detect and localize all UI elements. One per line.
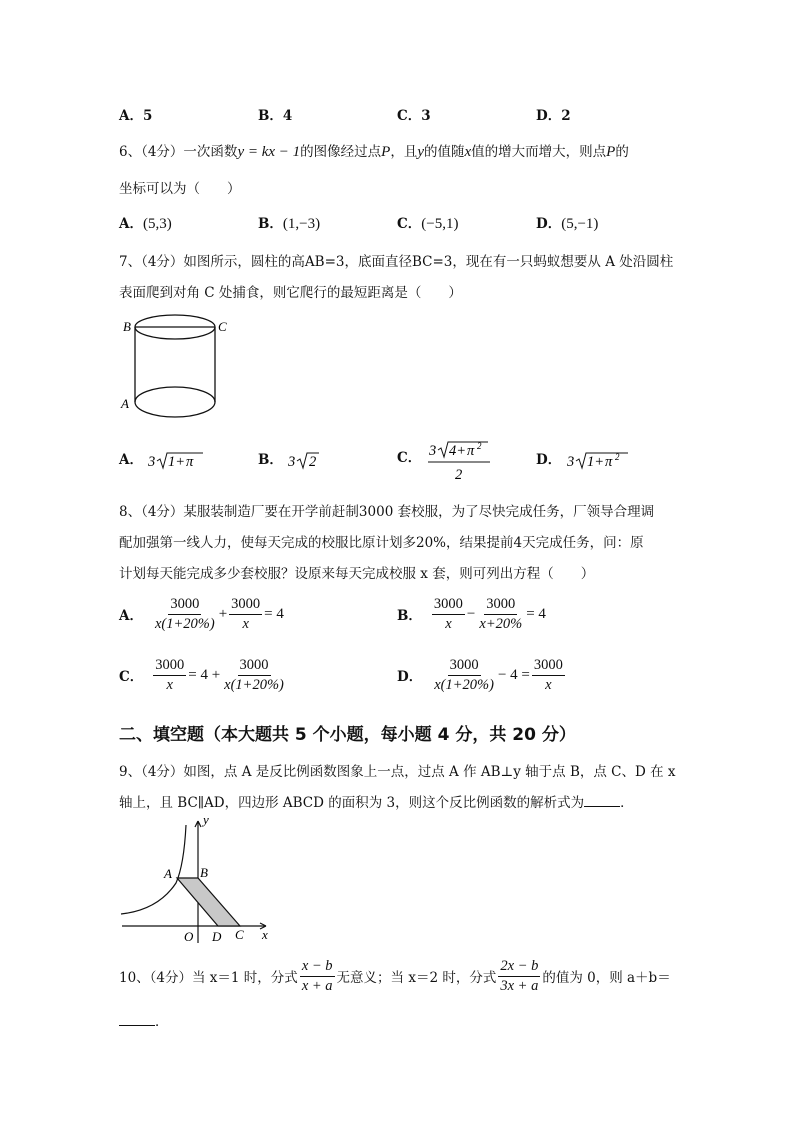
q7-option-a-expr: [147, 449, 205, 473]
q6-mid: 的图像经过点: [300, 144, 382, 160]
q8-option-a: A． $\frac{3000}{x(1+20\%)}$ + $\frac{3000}{x}$ = 4: [119, 596, 284, 632]
hyperbola-curve: [121, 825, 186, 914]
svg-text:2: 2: [454, 467, 462, 483]
q6-equation: y = kx − 1: [237, 144, 301, 160]
svg-text:1+: 1+: [586, 453, 604, 470]
question-9-line1: 9、（4分）如图，点 A 是反比例函数图象上一点，过点 A 作 AB⊥y 轴于点 B，点 C、D 在 x: [119, 764, 676, 780]
q7-option-c: C． 3 4+ π 2 2: [397, 438, 494, 484]
question-8-line1: 8、（4分）某服装制造厂要在开学前赶制3000 套校服，为了尽快完成任务，厂领导合理调: [119, 504, 655, 520]
svg-text:3: 3: [148, 453, 156, 470]
q6-option-c: C．(−5,1): [397, 216, 459, 232]
q9-answer-blank: [584, 794, 620, 807]
q5-option-c: C．3: [397, 108, 431, 124]
q7-option-c-expr: [426, 438, 494, 484]
question-10-line1: 10、（4分）当 x＝1 时，分式 $\frac{x - b}{x + a}$ 无意义；当 x＝2 时，分式 $\frac{2x - b}{3x + a}$ 的值为 0，则 a＋b＝: [119, 958, 671, 994]
fig-label-y: y: [203, 815, 209, 827]
question-6-line2: 坐标可以为（ ）: [119, 181, 241, 197]
cylinder-label-b: B: [123, 319, 131, 334]
hyperbola-figure: [118, 815, 278, 947]
parallelogram-abcd: [177, 878, 240, 926]
fig-label-b: B: [200, 865, 208, 880]
question-6-line1: [119, 140, 629, 161]
question-7-line1: 7、（4分）如图所示，圆柱的高AB=3，底面直径BC=3，现在有一只蚂蚁想要从 A 处沿圆柱: [119, 254, 674, 270]
question-9-line2: 轴上，且 BC∥AD，四边形 ABCD 的面积为 3，则这个反比例函数的解析式为 ．: [119, 795, 634, 811]
cylinder-label-c: C: [218, 319, 227, 334]
q6-point-p2: P: [606, 144, 616, 160]
svg-text:3: 3: [428, 443, 436, 459]
q6-option-d: D．(5,−1): [536, 216, 599, 232]
cylinder-bottom-ellipse: [135, 387, 215, 417]
q8-option-d: D． $\frac{3000}{x(1+20\%)}$ − 4 = $\frac{3000}{x}$: [397, 657, 563, 693]
fig-label-o: O: [184, 929, 194, 944]
q5-option-a: A．5: [119, 108, 153, 124]
svg-text:2: 2: [476, 441, 482, 451]
q6-option-b: B．(1,−3): [258, 216, 321, 232]
fig-label-x: x: [262, 927, 268, 942]
svg-text:π: π: [466, 443, 474, 459]
svg-text:π: π: [604, 453, 612, 470]
svg-text:3: 3: [288, 453, 296, 470]
q7-option-b: B． 3 2: [258, 448, 323, 473]
question-7-line2: 表面爬到对角 C 处捕食，则它爬行的最短距离是（ ）: [119, 285, 462, 301]
q8-option-c: C． $\frac{3000}{x}$ = 4 + $\frac{3000}{x(1+20\%)}$: [119, 657, 284, 693]
fig-label-a: A: [164, 866, 172, 881]
q6-point-p: P: [381, 144, 391, 160]
q6-prefix: 6、（4分）一次函数: [119, 144, 238, 160]
cylinder-label-a: A: [121, 396, 129, 411]
q5-option-d: D．2: [536, 108, 571, 124]
svg-text:2: 2: [309, 453, 317, 470]
q6-option-a: A．(5,3): [119, 216, 172, 232]
q5-option-b: B．4: [258, 108, 293, 124]
svg-text:2: 2: [614, 451, 620, 462]
q6-var-x: x: [464, 144, 472, 160]
q6-end: 的: [615, 144, 629, 160]
fig-label-d: D: [212, 929, 222, 944]
q8-option-b: B． $\frac{3000}{x}$ − $\frac{3000}{x+20\%}$ = 4: [397, 596, 546, 632]
svg-text:π: π: [186, 453, 194, 470]
q6-mid4: 值的增大而增大，则点: [471, 144, 607, 160]
svg-text:3: 3: [566, 453, 574, 470]
q6-mid2: ，且: [390, 144, 418, 160]
svg-text:4+: 4+: [448, 443, 466, 459]
q7-option-b-expr: [287, 449, 323, 473]
q10-answer-blank: [119, 1013, 155, 1026]
svg-text:1+: 1+: [168, 453, 186, 470]
fig-label-c: C: [235, 927, 244, 942]
question-10-line2: ．: [119, 1010, 169, 1030]
cylinder-figure: [118, 312, 228, 424]
q7-option-d-expr: [566, 449, 632, 473]
q7-option-d: D． 3 1+ π 2: [536, 448, 632, 473]
question-8-line3: 计划每天能完成多少套校服？设原来每天完成校服 x 套，则可列出方程（ ）: [119, 566, 595, 582]
q6-mid3: 的值随: [424, 144, 465, 160]
q6-var-y: y: [417, 144, 424, 160]
q7-option-a: A． 3 1+ π: [119, 448, 205, 473]
section-2-title: 二、填空题（本大题共 5 个小题，每小题 4 分，共 20 分）: [119, 725, 576, 745]
question-8-line2: 配加强第一线人力，使每天完成的校服比原计划多20%，结果提前4天完成任务，问：原: [119, 535, 644, 551]
